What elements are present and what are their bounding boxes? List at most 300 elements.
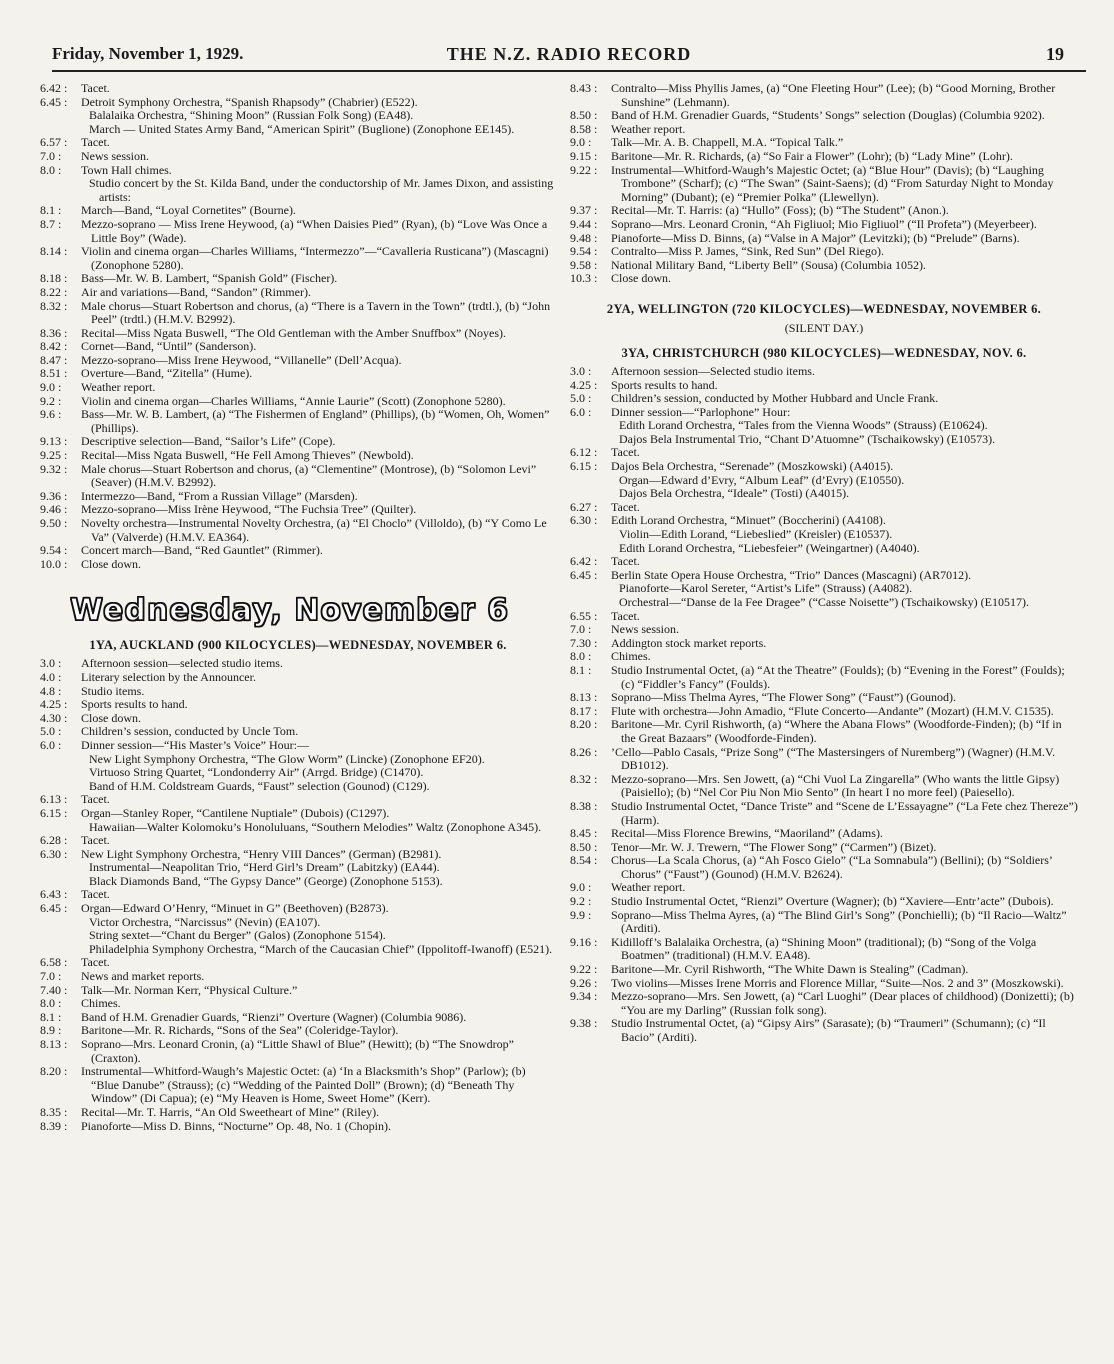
program-entry [40, 245, 556, 272]
program-entry [40, 821, 556, 835]
entry-time: 10.3 : [570, 271, 598, 286]
program-entry [40, 503, 556, 517]
entry-text: Children’s session, conducted by Uncle Tom. [81, 724, 299, 739]
entry-text: Weather report. [611, 121, 686, 136]
program-entry [40, 354, 556, 368]
entry-text: Talk—Mr. A. B. Chappell, M.A. “Topical Talk.” [611, 135, 844, 150]
program-entry [570, 379, 1078, 393]
entry-text: Air and variations—Band, “Sandon” (Rimmer). [81, 284, 311, 299]
entry-text: Studio Instrumental Octet, “Dance Triste” and “Scene de L’Essayagne” (“La Fete chez Thereze”) (Harm). [611, 798, 1078, 827]
entry-time: 6.15 : [570, 459, 598, 474]
entry-text: Tacet. [611, 499, 640, 514]
entry-text: Baritone—Mr. Cyril Rishworth, “The White Dawn is Stealing” (Cadman). [611, 962, 969, 977]
entry-text: Town Hall chimes. [81, 162, 172, 177]
entry-time: 7.40 : [40, 982, 68, 997]
entry-time: 9.25 : [40, 448, 68, 463]
program-entry [570, 637, 1078, 651]
entry-time: 8.26 : [570, 744, 598, 759]
program-entry [570, 528, 1078, 542]
entry-time: 9.6 : [40, 407, 62, 422]
entry-time: 6.42 : [40, 81, 68, 95]
entry-text: Sports results to hand. [81, 697, 188, 712]
program-entry [570, 555, 1078, 569]
program-entry [40, 712, 556, 726]
entry-text: String sextet—“Chant du Berger” (Galos) (Zonophone 5154). [89, 928, 386, 943]
program-entry [40, 82, 556, 96]
program-entry [570, 272, 1078, 286]
entry-text: News and market reports. [81, 969, 205, 984]
entry-time: 8.50 : [570, 839, 598, 854]
station-heading-3ya: 3YA, CHRISTCHURCH (980 KILOCYCLES)—WEDNESDAY, NOV. 6. [621, 345, 1027, 360]
entry-text: Cornet—Band, “Until” (Sanderson). [81, 339, 257, 354]
entry-time: 8.14 : [40, 244, 68, 259]
entry-time: 9.9 : [570, 907, 592, 922]
entry-text: Male chorus—Stuart Robertson and chorus, (a) “Clementine” (Montrose), (b) “Solomon Levi” (Seaver) (H.M.V. B2992). [81, 461, 537, 490]
page-header [52, 44, 1086, 72]
entry-time: 9.22 : [570, 962, 598, 977]
entry-text: Afternoon session—selected studio items. [81, 656, 283, 671]
entry-text: Tacet. [81, 792, 110, 807]
program-entry [40, 834, 556, 848]
program-entry [570, 718, 1078, 745]
entry-text: Berlin State Opera House Orchestra, “Trio” Dances (Mascagni) (AR7012). [611, 567, 972, 582]
entry-time: 5.0 : [40, 724, 62, 739]
program-entry [570, 232, 1078, 246]
program-list-top [40, 82, 556, 571]
program-entry [40, 340, 556, 354]
program-entry [570, 596, 1078, 610]
program-entry [40, 929, 556, 943]
entry-time: 4.30 : [40, 710, 68, 725]
entry-text: Contralto—Miss P. James, “Sink, Red Sun” (Del Riego). [611, 244, 884, 259]
entry-text: Organ—Edward O’Henry, “Minuet in G” (Beethoven) (B2873). [81, 901, 389, 916]
entry-text: Talk—Mr. Norman Kerr, “Physical Culture.” [81, 982, 298, 997]
entry-time: 9.54 : [570, 244, 598, 259]
program-entry [570, 365, 1078, 379]
program-entry [40, 367, 556, 381]
entry-time: 6.0 : [570, 404, 592, 419]
program-entry [570, 610, 1078, 624]
entry-text: Recital—Miss Ngata Buswell, “He Fell Among Thieves” (Newbold). [81, 448, 414, 463]
entry-time: 4.0 : [40, 669, 62, 684]
entry-time: 9.26 : [570, 975, 598, 990]
entry-text: Tacet. [611, 445, 640, 460]
entry-text: Organ—Edward d’Evry, “Album Leaf” (d’Evry) (E10550). [619, 472, 905, 487]
entry-text: Literary selection by the Announcer. [81, 669, 256, 684]
entry-time: 8.13 : [40, 1037, 68, 1051]
program-entry [40, 327, 556, 341]
entry-time: 9.44 : [570, 216, 598, 231]
program-entry [570, 650, 1078, 664]
program-entry [40, 984, 556, 998]
program-entry [40, 807, 556, 821]
entry-text: Studio Instrumental Octet, (a) “Gipsy Airs” (Sarasate); (b) “Traumeri” (Schumann); (c) “Il Bacio” (Arditi). [611, 1016, 1046, 1044]
entry-text: Baritone—Mr. R. Richards, (a) “So Fair a Flower” (Lohr); (b) “Lady Mine” (Lohr). [611, 148, 1013, 163]
entry-time: 9.2 : [40, 393, 62, 408]
entry-text: Instrumental—Whitford-Waugh’s Majestic Octet: (a) ‘In a Blacksmith’s Shop” (Parlow); (b) “Blue Danube” (Strauss); (c) “Wedding of the Painted Doll” (Brown); (d) “Beneath Thy Window” (Di Capua); (e) “My Heaven is Home, Sweet Home” (Kerr). [81, 1064, 526, 1106]
entry-text: Tacet. [81, 81, 110, 95]
entry-text: Bass—Mr. W. B. Lambert, (a) “The Fishermen of England” (Phillips), (b) “Women, Oh, Women” (Phillips). [81, 407, 550, 435]
entry-text: Violin and cinema organ—Charles Williams, “Annie Laurie” (Scott) (Zonophone 5280). [81, 393, 506, 408]
entry-text: Tacet. [611, 608, 640, 623]
left-column [40, 82, 556, 1133]
entry-text: Weather report. [611, 880, 686, 895]
program-entry [40, 698, 556, 712]
program-list-3ya [570, 365, 1078, 1045]
entry-time: 9.16 : [570, 934, 598, 949]
entry-text: Virtuoso String Quartet, “Londonderry Air” (Arrgd. Bridge) (C1470). [89, 765, 424, 780]
publication-title: THE N.Z. RADIO RECORD [446, 44, 692, 64]
station-heading-1ya: 1YA, AUCKLAND (900 KILOCYCLES)—WEDNESDAY, NOVEMBER 6. [89, 638, 507, 653]
entry-text: Dajos Bela Orchestra, “Serenade” (Moszkowski) (A4015). [611, 459, 894, 474]
entry-time: 4.8 : [40, 683, 62, 698]
entry-time: 8.20 : [570, 717, 598, 732]
program-entry [40, 164, 556, 178]
entry-text: Organ—Stanley Roper, “Cantilene Nuptiale” (Dubois) (C1297). [81, 805, 390, 820]
program-entry [40, 123, 556, 137]
entry-time: 6.45 : [570, 567, 598, 582]
program-entry [40, 902, 556, 916]
program-entry [570, 623, 1078, 637]
entry-time: 9.13 : [40, 434, 68, 449]
program-entry [40, 490, 556, 504]
entry-text: Close down. [81, 710, 141, 725]
entry-text: Instrumental—Neapolitan Trio, “Herd Girl’s Dream” (Labitzky) (EA44). [89, 860, 440, 875]
entry-text: News session. [611, 622, 679, 637]
entry-time: 6.28 : [40, 833, 68, 848]
entry-text: Bass—Mr. W. B. Lambert, “Spanish Gold” (Fischer). [81, 271, 338, 286]
entry-text: National Military Band, “Liberty Bell” (Sousa) (Columbia 1052). [611, 257, 926, 272]
program-entry [40, 685, 556, 699]
entry-time: 9.50 : [40, 516, 68, 530]
entry-text: Tacet. [611, 554, 640, 569]
entry-text: March — United States Army Band, “American Spirit” (Buglione) (Zonophone EE145). [89, 121, 515, 136]
entry-time: 6.57 : [40, 135, 68, 150]
program-entry [40, 435, 556, 449]
entry-text: Band of H.M. Grenadier Guards, “Students’ Songs” selection (Douglas) (Columbia 9202). [611, 108, 1045, 123]
program-entry [40, 861, 556, 875]
program-entry [570, 406, 1078, 420]
entry-text: Close down. [611, 271, 671, 286]
entry-text: Tacet. [81, 135, 110, 150]
program-entry [40, 753, 556, 767]
entry-text: Afternoon session—Selected studio items. [611, 363, 815, 378]
entry-text: Two violins—Misses Irene Morris and Florence Millar, “Suite—Nos. 2 and 3” (Moszkowski). [611, 975, 1064, 990]
program-entry [40, 286, 556, 300]
program-entry [570, 895, 1078, 909]
entry-time: 9.37 : [570, 203, 598, 218]
program-entry [40, 1120, 556, 1134]
entry-time: 9.0 : [570, 135, 592, 150]
program-entry [40, 848, 556, 862]
entry-text: Baritone—Mr. Cyril Rishworth, (a) “Where the Abana Flows” (Woodforde-Finden); (b) “If in the Great Bazaars” (Woodforde-Finden). [611, 717, 1062, 745]
page-number: 19 [1046, 44, 1064, 64]
entry-text: Sports results to hand. [611, 377, 718, 392]
program-entry [40, 517, 556, 544]
program-entry [570, 259, 1078, 273]
program-entry [570, 569, 1078, 583]
program-entry [570, 1017, 1078, 1044]
station-heading-2ya: 2YA, WELLINGTON (720 KILOCYCLES)—WEDNESDAY, NOVEMBER 6. [606, 301, 1042, 316]
program-entry [570, 542, 1078, 556]
entry-time: 8.0 : [40, 996, 62, 1011]
entry-time: 8.20 : [40, 1064, 68, 1079]
program-entry [570, 245, 1078, 259]
entry-time: 6.30 : [570, 513, 598, 528]
entry-time: 9.38 : [570, 1016, 598, 1031]
entry-time: 7.0 : [570, 622, 592, 637]
entry-time: 4.25 : [40, 697, 68, 712]
program-entry [40, 1106, 556, 1120]
program-entry [40, 875, 556, 889]
program-entry [570, 136, 1078, 150]
entry-text: Mezzo-soprano—Miss Irene Heywood, “Villanelle” (Dell’Acqua). [81, 352, 402, 367]
program-entry [40, 544, 556, 558]
program-entry [40, 204, 556, 218]
entry-text: Dajos Bela Orchestra, “Ideale” (Tosti) (A4015). [619, 486, 850, 501]
program-entry [40, 725, 556, 739]
program-entry [40, 671, 556, 685]
entry-text: Kidilloff’s Balalaika Orchestra, (a) “Shining Moon” (traditional); (b) “Song of the Volga Boatmen” (traditional) (H.M.V. EA48). [611, 934, 1037, 963]
program-entry [570, 487, 1078, 501]
entry-time: 8.9 : [40, 1023, 62, 1038]
entry-text: Soprano—Miss Thelma Ayres, “The Flower Song” (“Faust”) (Gounod). [611, 690, 956, 705]
entry-time: 8.51 : [40, 366, 68, 381]
entry-text: Pianoforte—Karol Sereter, “Artist’s Life” (Strauss) (A4082). [619, 581, 913, 596]
entry-text: Soprano—Mrs. Leonard Cronin, “Ah Figliuol; Mio Figliuol” (“Il Profeta”) (Meyerbeer). [611, 216, 1037, 231]
entry-time: 8.45 : [570, 826, 598, 841]
program-entry [40, 272, 556, 286]
entry-text: Tacet. [81, 833, 110, 848]
entry-time: 6.27 : [570, 499, 598, 514]
program-entry [40, 218, 556, 245]
entry-time: 6.43 : [40, 887, 68, 902]
entry-time: 9.46 : [40, 502, 68, 517]
program-entry [570, 204, 1078, 218]
entry-time: 8.1 : [40, 203, 62, 218]
program-entry [570, 150, 1078, 164]
entry-time: 9.0 : [570, 880, 592, 895]
entry-time: 3.0 : [40, 656, 62, 671]
entry-text: Violin and cinema organ—Charles Williams, “Intermezzo”—“Cavalleria Rusticana”) (Mascagni) (Zonophone 5280). [81, 244, 549, 272]
program-entry [570, 164, 1078, 205]
entry-time: 3.0 : [570, 363, 592, 378]
entry-time: 8.1 : [40, 1009, 62, 1024]
entry-text: Chimes. [81, 996, 121, 1011]
entry-time: 8.54 : [570, 853, 598, 868]
entry-time: 8.7 : [40, 216, 62, 231]
program-entry [40, 1011, 556, 1025]
entry-text: Violin—Edith Lorand, “Liebeslied” (Kreisler) (E10537). [619, 527, 893, 542]
entry-time: 8.18 : [40, 271, 68, 286]
program-entry [570, 705, 1078, 719]
program-entry [40, 150, 556, 164]
entry-time: 8.32 : [570, 771, 598, 786]
program-entry [570, 746, 1078, 773]
program-entry [570, 82, 1078, 109]
entry-time: 8.35 : [40, 1104, 68, 1119]
entry-text: Novelty orchestra—Instrumental Novelty Orchestra, (a) “El Choclo” (Villoldo), (b) “Y Como Le Va” (Valverde) (H.M.V. EA364). [81, 516, 547, 544]
entry-time: 6.42 : [570, 554, 598, 569]
entry-time: 8.38 : [570, 798, 598, 813]
entry-text: Recital—Mr. T. Harris: (a) “Hullo” (Foss); (b) “The Student” (Anon.). [611, 203, 949, 218]
entry-time: 6.0 : [40, 737, 62, 752]
program-entry [570, 514, 1078, 528]
program-entry [570, 582, 1078, 596]
entry-text: Weather report. [81, 380, 156, 395]
program-entry [570, 827, 1078, 841]
entry-text: Soprano—Mrs. Leonard Cronin, (a) “Little Shawl of Blue” (Hewitt); (b) “The Snowdrop” (Craxton). [81, 1037, 514, 1065]
entry-time: 8.36 : [40, 325, 68, 340]
entry-time: 9.22 : [570, 162, 598, 177]
program-entry [40, 943, 556, 957]
entry-text: Victor Orchestra, “Narcissus” (Nevin) (EA107). [89, 914, 321, 929]
program-entry [570, 109, 1078, 123]
program-entry [40, 177, 556, 204]
program-entry [40, 1024, 556, 1038]
entry-time: 5.0 : [570, 391, 592, 406]
entry-time: 8.17 : [570, 703, 598, 718]
entry-text: Dinner session—“His Master’s Voice” Hour:— [81, 737, 309, 752]
entry-text: Male chorus—Stuart Robertson and chorus, (a) “There is a Tavern in the Town” (trdtl.), (b) “John Peel” (trdtl.) (H.M.V. B2992). [81, 298, 551, 327]
entry-text: Mezzo-soprano—Miss Irène Heywood, “The Fuchsia Tree” (Quilter). [81, 502, 417, 517]
entry-time: 7.0 : [40, 969, 62, 984]
program-entry [570, 664, 1078, 691]
program-entry [570, 123, 1078, 137]
program-list-continued [570, 82, 1078, 286]
program-entry [40, 381, 556, 395]
entry-time: 9.58 : [570, 257, 598, 272]
program-entry [40, 300, 556, 327]
program-entry [570, 218, 1078, 232]
program-entry [570, 963, 1078, 977]
day-heading: Wednesday, November 6 [70, 593, 510, 629]
program-entry [570, 446, 1078, 460]
entry-time: 6.30 : [40, 846, 68, 861]
entry-text: Studio Instrumental Octet, “Rienzi” Overture (Wagner); (b) “Xaviere—Entr’acte” (Dubois). [611, 894, 1054, 909]
entry-time: 8.32 : [40, 298, 68, 313]
entry-text: Chorus—La Scala Chorus, (a) “Ah Fosco Gielo” (“La Somnabula”) (Bellini); (b) “Soldiers’ Chorus” (“Faust”) (Gounod) (H.M.V. B2624). [611, 853, 1052, 881]
entry-text: Close down. [81, 556, 141, 571]
program-entry [40, 888, 556, 902]
program-entry [570, 909, 1078, 936]
entry-text: Recital—Miss Florence Brewins, “Maoriland” (Adams). [611, 826, 883, 841]
entry-text: Mezzo-soprano — Miss Irene Heywood, (a) “When Daisies Pied” (Ryan), (b) “Love Was Once a Little Boy” (Wade). [81, 216, 548, 245]
entry-text: Studio Instrumental Octet, (a) “At the Theatre” (Foulds); (b) “Evening in the Forest” (Foulds); (c) “Fiddler’s Fancy” (Foulds). [611, 662, 1065, 691]
entry-text: Orchestral—“Danse de la Fee Dragee” (“Casse Noisette”) (Tschaikowsky) (E10517). [619, 595, 1029, 609]
program-entry [40, 463, 556, 490]
entry-time: 8.0 : [570, 649, 592, 664]
program-entry [40, 136, 556, 150]
entry-text: Edith Lorand Orchestra, “Tales from the Vienna Woods” (Strauss) (E10624). [619, 418, 988, 433]
program-entry [40, 739, 556, 753]
entry-text: Philadelphia Symphony Orchestra, “March of the Caucasian Chief” (Ippolitoff-Iwanoff) (E521). [89, 941, 553, 956]
entry-time: 10.0 : [40, 556, 68, 571]
entry-text: Mezzo-soprano—Mrs. Sen Jowett, (a) “Chi Vuol La Zingarella” (Who wants the little Gipsy) (Paisiello); (b) “Nel Cor Piu Non Mio Sento” (In heart I no more feel) (Paiesello). [611, 771, 1060, 800]
entry-time: 8.58 : [570, 121, 598, 136]
entry-text: March—Band, “Loyal Cornetites” (Bourne). [81, 203, 296, 218]
program-entry [570, 419, 1078, 433]
entry-time: 8.43 : [570, 81, 598, 95]
program-entry [40, 408, 556, 435]
program-list-1ya [40, 657, 556, 1133]
entry-text: Flute with orchestra—John Amadio, “Flute Concerto—Andante” (Mozart) (H.M.V. C1535). [611, 703, 1054, 718]
entry-time: 9.48 : [570, 230, 598, 245]
program-entry [40, 395, 556, 409]
page-date: Friday, November 1, 1929. [52, 44, 244, 63]
entry-time: 9.34 : [570, 989, 598, 1004]
entry-text: Pianoforte—Miss D. Binns, (a) “Valse in A Major” (Levitzki); (b) “Prelude” (Barns). [611, 230, 1020, 245]
entry-text: Intermezzo—Band, “From a Russian Village” (Marsden). [81, 488, 358, 503]
program-entry [570, 977, 1078, 991]
program-entry [40, 997, 556, 1011]
entry-text: Recital—Mr. T. Harris, “An Old Sweetheart of Mine” (Riley). [81, 1104, 380, 1119]
entry-time: 8.50 : [570, 108, 598, 123]
program-entry [570, 881, 1078, 895]
program-entry [570, 691, 1078, 705]
program-entry [40, 449, 556, 463]
entry-text: New Light Symphony Orchestra, “Henry VIII Dances” (German) (B2981). [81, 846, 442, 861]
entry-text: Studio items. [81, 683, 145, 698]
program-entry [570, 501, 1078, 515]
entry-time: 7.0 : [40, 148, 62, 163]
entry-text: Balalaika Orchestra, “Shining Moon” (Russian Folk Song) (EA48). [89, 108, 414, 123]
entry-time: 9.32 : [40, 461, 68, 476]
program-entry [40, 970, 556, 984]
entry-text: ’Cello—Pablo Casals, “Prize Song” (“The Mastersingers of Nuremberg”) (Wagner) (H.M.V. DB1012). [611, 744, 1056, 773]
entry-text: Overture—Band, “Zitella” (Hume). [81, 366, 253, 381]
program-entry [570, 392, 1078, 406]
entry-text: Detroit Symphony Orchestra, “Spanish Rhapsody” (Chabrier) (E522). [81, 94, 418, 109]
entry-text: Baritone—Mr. R. Richards, “Sons of the Sea” (Coleridge-Taylor). [81, 1023, 399, 1038]
entry-text: Concert march—Band, “Red Gauntlet” (Rimmer). [81, 543, 323, 558]
entry-time: 8.42 : [40, 339, 68, 354]
entry-text: Tacet. [81, 887, 110, 902]
program-entry [40, 558, 556, 572]
program-entry [570, 841, 1078, 855]
program-entry [570, 854, 1078, 881]
program-entry [40, 1065, 556, 1106]
entry-text: Studio concert by the St. Kilda Band, under the conductorship of Mr. James Dixon, and assisting artists: [89, 176, 554, 204]
entry-time: 8.47 : [40, 352, 68, 367]
entry-time: 9.36 : [40, 488, 68, 503]
entry-time: 9.15 : [570, 148, 598, 163]
entry-time: 6.12 : [570, 445, 598, 460]
program-entry [570, 773, 1078, 800]
entry-text: Hawaiian—Walter Kolomoku’s Honoluluans, “Southern Melodies” Waltz (Zonophone A345). [89, 819, 542, 834]
entry-time: 8.22 : [40, 284, 68, 299]
entry-time: 8.13 : [570, 690, 598, 705]
entry-text: Tacet. [81, 955, 110, 970]
entry-text: Instrumental—Whitford-Waugh’s Majestic Octet; (a) “Blue Hour” (Davis); (b) “Laughing Trombone” (Scharf); (c) “The Swan” (Saint-Saens); (d) “From Saturday Night to Monday Morning” (Dubant); (e) “Premier Polka” (Llewellyn). [611, 162, 1054, 204]
program-entry [40, 657, 556, 671]
entry-text: Pianoforte—Miss D. Binns, “Nocturne” Op. 48, No. 1 (Chopin). [81, 1118, 391, 1133]
right-column [570, 82, 1078, 1045]
entry-time: 4.25 : [570, 377, 598, 392]
entry-text: New Light Symphony Orchestra, “The Glow Worm” (Lincke) (Zonophone EF20). [89, 751, 485, 766]
entry-text: Addington stock market reports. [611, 635, 767, 650]
entry-text: Black Diamonds Band, “The Gypsy Dance” (George) (Zonophone 5153). [89, 873, 443, 888]
program-entry [40, 956, 556, 970]
program-entry [40, 96, 556, 110]
entry-text: Contralto—Miss Phyllis James, (a) “One Fleeting Hour” (Lee); (b) “Good Morning, Brother Sunshine” (Lehmann). [611, 81, 1056, 109]
program-entry [40, 916, 556, 930]
entry-text: News session. [81, 148, 149, 163]
entry-time: 7.30 : [570, 635, 598, 650]
entry-time: 8.1 : [570, 662, 592, 677]
program-entry [40, 793, 556, 807]
program-entry [570, 800, 1078, 827]
